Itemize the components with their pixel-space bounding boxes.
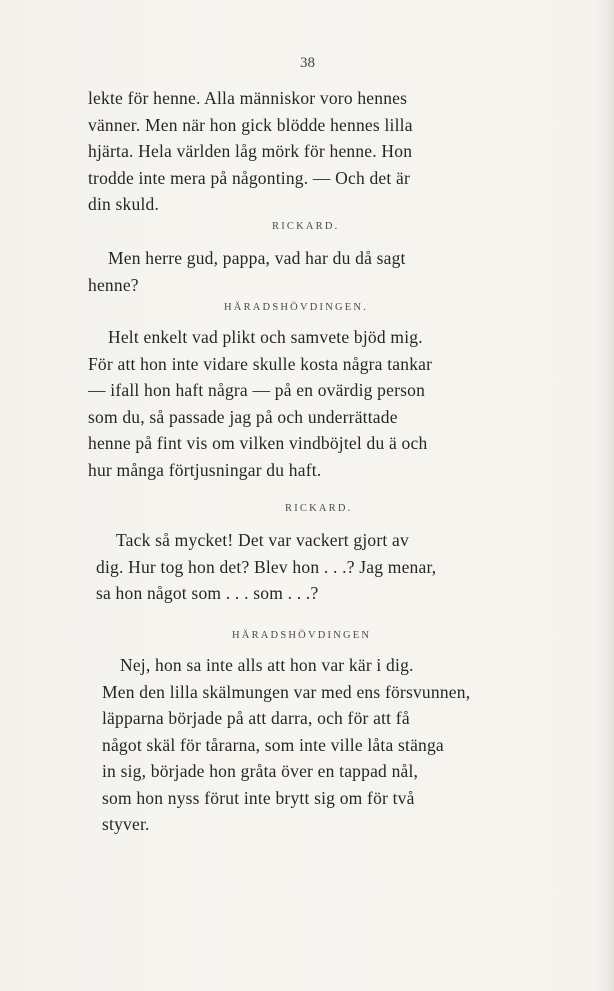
text-line: sa hon något som . . . som . . .? [96, 583, 319, 603]
paragraph-2 [88, 245, 540, 298]
text-line: som hon nyss förut inte brytt sig om för två [102, 787, 415, 808]
text-line: hjärta. Hela världen låg mörk för henne. Hon [88, 141, 413, 161]
paragraph-5 [88, 652, 540, 838]
text-line: henne på fint vis om vilken vindböjtel du ä och [88, 433, 428, 453]
paragraph-1 [88, 85, 540, 218]
text-line: något skäl för tårarna, som inte ville låta stänga [102, 734, 444, 755]
text-line: För att hon inte vidare skulle kosta några tankar [88, 353, 433, 374]
speaker-label: HÄRADSHÖVDINGEN. [224, 302, 368, 313]
text-line: henne? [88, 274, 139, 295]
text-line: lekte för henne. Alla människor voro hennes [88, 88, 408, 108]
text-line: in sig, började hon gråta över en tappad nål, [102, 761, 419, 781]
text-line: Nej, hon sa inte alls att hon var kär i dig. [120, 655, 414, 675]
page-number: 38 [300, 55, 315, 71]
paragraph-3 [88, 324, 540, 483]
text-line: styver. [102, 814, 150, 834]
text-line: — ifall hon haft några — på en ovärdig person [88, 380, 426, 400]
speaker-label: HÄRADSHÖVDINGEN [232, 630, 372, 641]
speaker-label: RICKARD. [272, 221, 340, 232]
speaker-label: RICKARD. [285, 503, 353, 514]
text-line: som du, så passade jag på och underrättade [88, 406, 398, 427]
text-line: Tack så mycket! Det var vackert gjort av [116, 530, 409, 550]
text-line: Men herre gud, pappa, vad har du då sagt [108, 248, 406, 268]
text-line: trodde inte mera på någonting. — Och det är [88, 167, 411, 188]
text-line: Men den lilla skälmungen var med ens försvunnen, [102, 681, 471, 702]
paragraph-4 [88, 527, 540, 607]
text-line: hur många förtjusningar du haft. [88, 459, 322, 480]
text-line: vänner. Men när hon gick blödde hennes lilla [88, 114, 413, 135]
text-line: dig. Hur tog hon det? Blev hon . . .? Jag menar, [96, 556, 437, 577]
text-line: Helt enkelt vad plikt och samvete bjöd mig. [108, 327, 423, 347]
text-line: läpparna började på att darra, och för att få [102, 708, 410, 728]
text-line: din skuld. [88, 194, 160, 214]
page-edge-shadow [596, 0, 614, 991]
